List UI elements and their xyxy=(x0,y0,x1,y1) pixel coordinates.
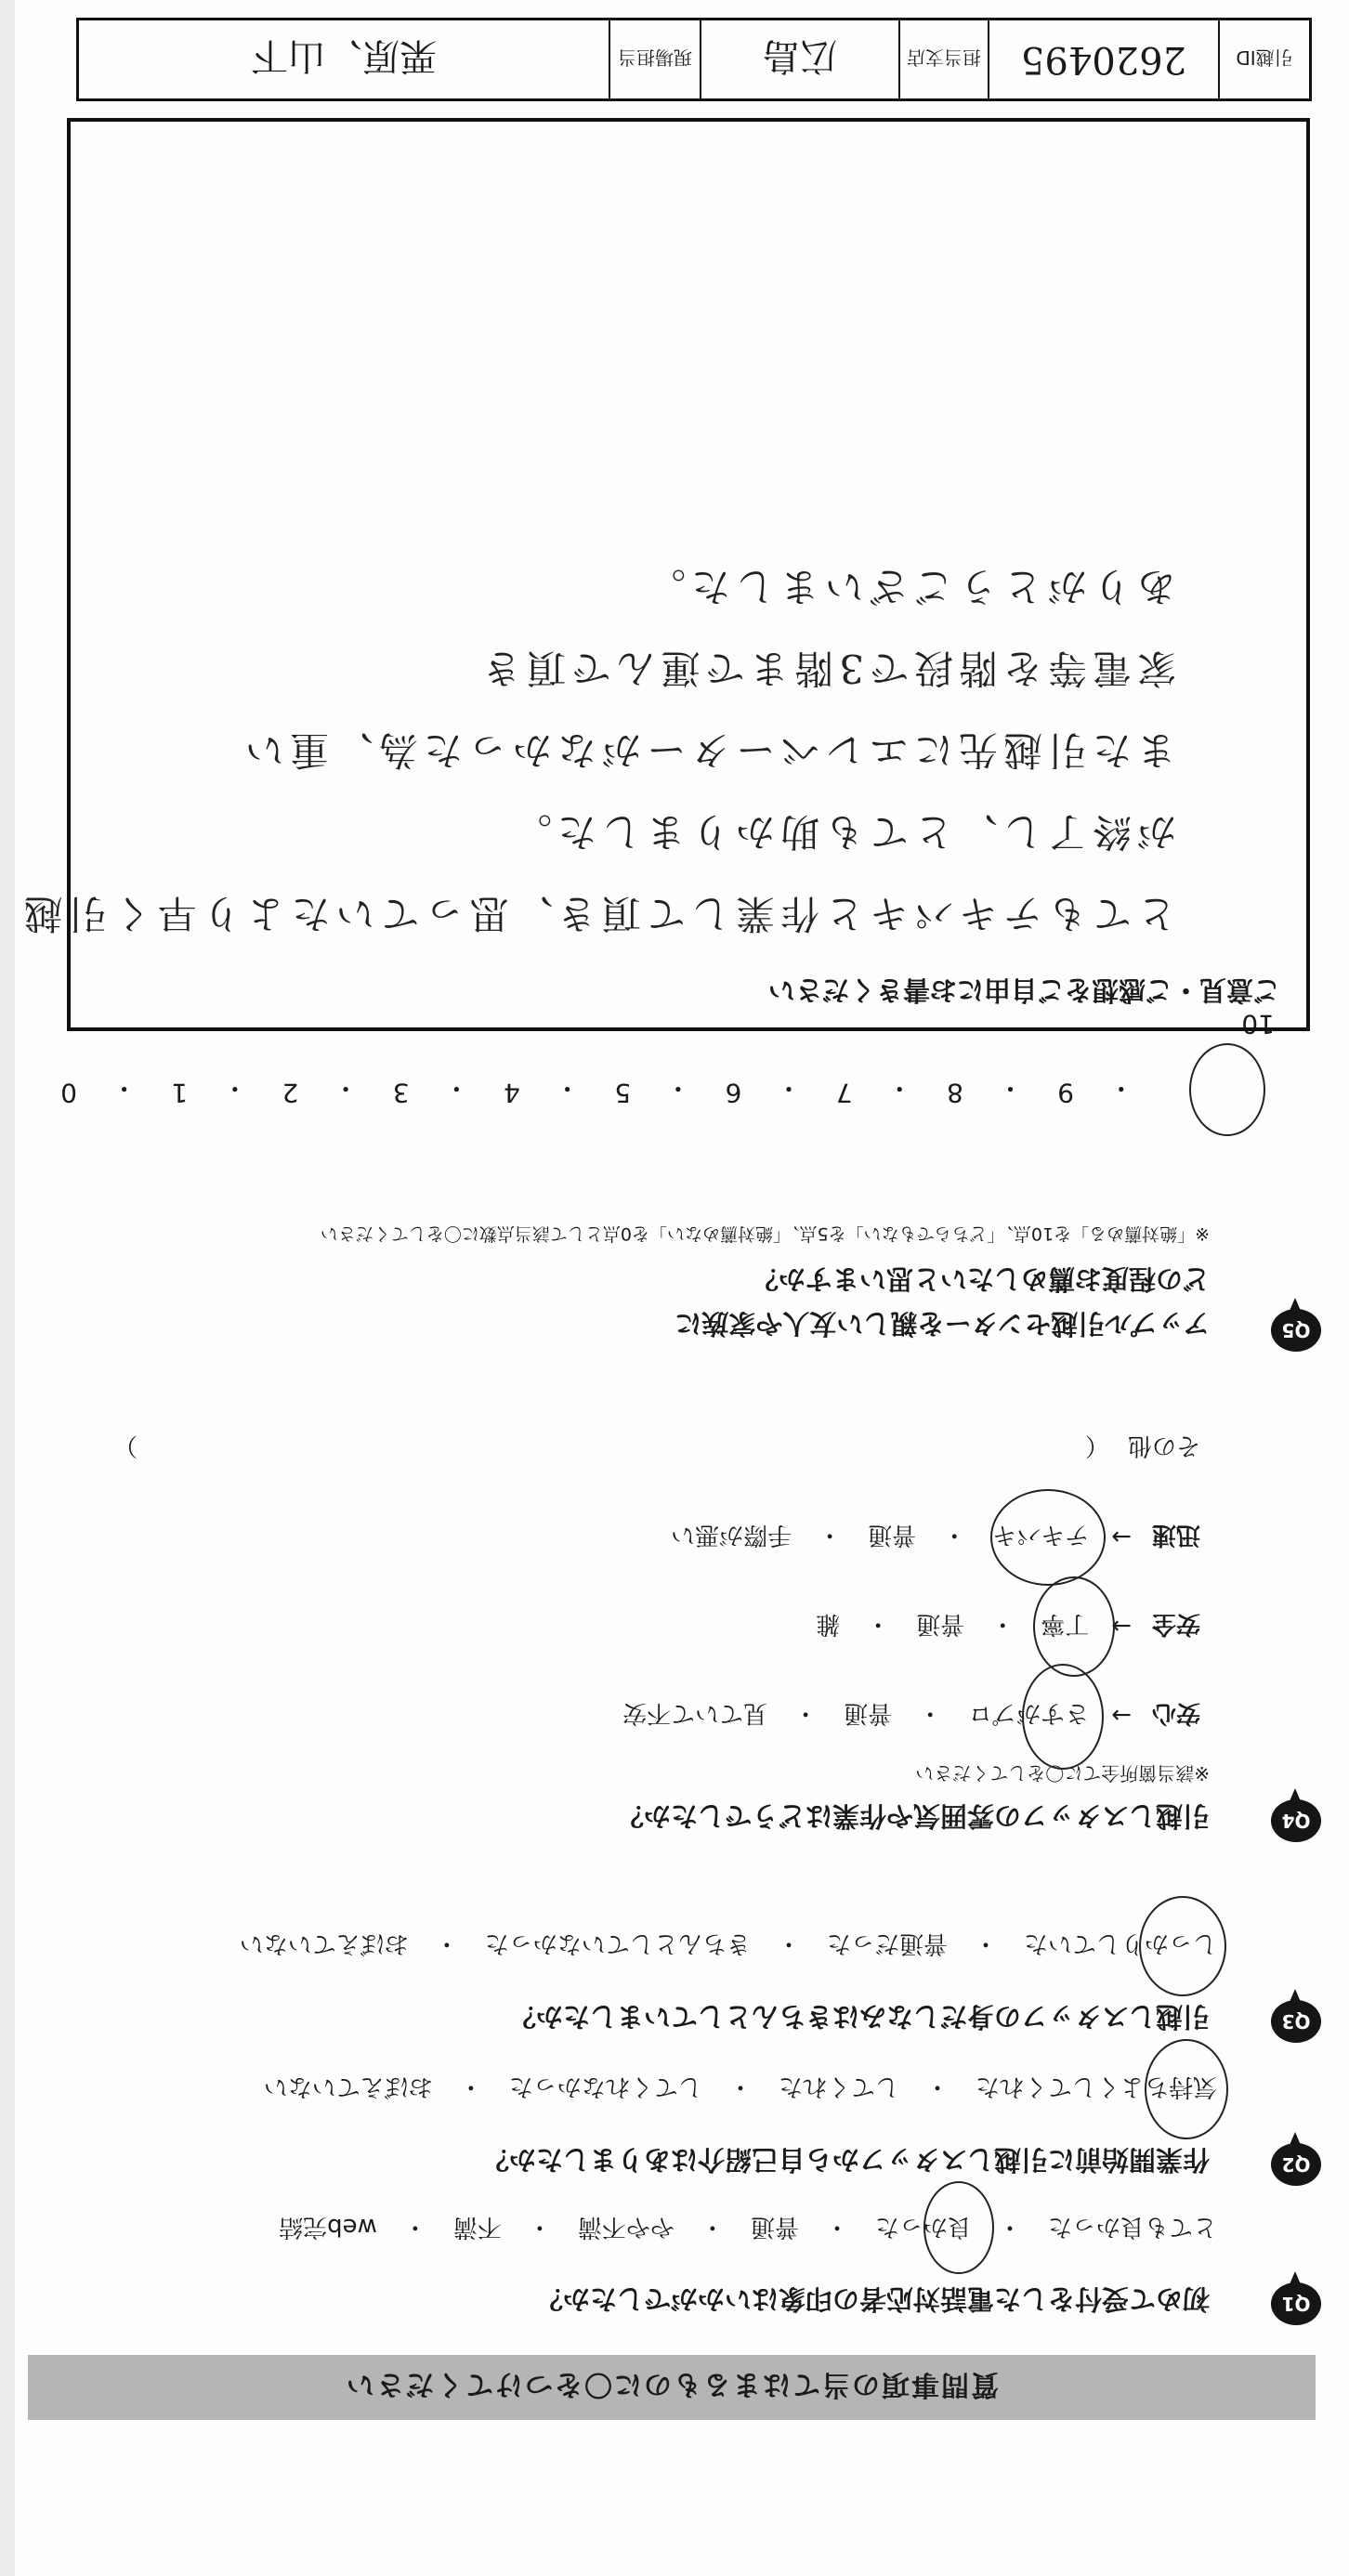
score-4[interactable]: 4 xyxy=(504,1078,520,1108)
staff-value: 栗原、山下 xyxy=(251,34,437,78)
score-3[interactable]: 3 xyxy=(392,1078,410,1108)
q3-question: 引越しスタッフの身だしなみはきちんとしていましたか？ xyxy=(508,2001,1210,2033)
q4-row-label: 安全 xyxy=(1151,1610,1200,1638)
q4-option-selected[interactable]: 丁寧 xyxy=(1039,1609,1091,1643)
q1-option-selected[interactable]: 良かった xyxy=(873,2212,974,2246)
q4-option-selected[interactable]: テキパキ xyxy=(990,1520,1091,1554)
q4-option[interactable]: 普通 xyxy=(844,1699,893,1727)
q4-other-label: その他 xyxy=(1127,1432,1200,1459)
q1-option[interactable]: とても良かった xyxy=(1047,2213,1217,2241)
q4-note: ※該当箇所全てに〇をしてください xyxy=(915,1762,1210,1785)
q3-option[interactable]: きちんとしていなかった xyxy=(484,1929,751,1957)
comment-line: 家電等を階段で3階まで運んで頂き xyxy=(477,646,1176,691)
score-6[interactable]: 6 xyxy=(725,1078,742,1108)
q4-question: 引越しスタッフの雰囲気や作業はどうでしたか？ xyxy=(616,1800,1210,1832)
q4-option[interactable]: 普通 xyxy=(916,1610,965,1638)
score-5[interactable]: 5 xyxy=(614,1078,632,1108)
q3-option-selected[interactable]: しっかりしていた xyxy=(1022,1929,1219,1963)
q1-option[interactable]: やや不満 xyxy=(577,2213,674,2241)
q5-note: ※「絶対薦める」を10点、「どちらでもない」を5点、「絶対薦めない」を0点として該当点数に〇をしてください xyxy=(320,1223,1210,1244)
q4-row-anzen: 安全 → 丁寧 ・ 普通 ・ 雑 xyxy=(814,1609,1200,1643)
q4-option[interactable]: 手際が悪い xyxy=(671,1521,792,1549)
paper-edge xyxy=(0,0,15,2576)
arrow-icon: → xyxy=(1111,1701,1132,1730)
q4-option[interactable]: 雑 xyxy=(816,1610,841,1638)
q1-badge: Q1 xyxy=(1271,2282,1321,2325)
q2-option[interactable]: してくれた xyxy=(778,2073,899,2100)
q4-row-jinsoku: 迅速 → テキパキ ・ 普通 ・ 手際が悪い xyxy=(669,1520,1200,1554)
q4-other: その他 （ ） xyxy=(113,1431,1200,1465)
q1-options: とても良かった ・ 良かった ・ 普通 ・ やや不満 ・ 不満 ・ web完結 xyxy=(277,2212,1219,2246)
header-table xyxy=(76,18,1312,101)
q1-option[interactable]: 普通 xyxy=(750,2213,799,2241)
arrow-icon: → xyxy=(1111,1612,1132,1641)
q5-badge: Q5 xyxy=(1271,1309,1321,1352)
q5-scale: 10 ・ 9 ・ 8 ・ 7 ・ 6 ・ 5 ・ 4 ・ 3 ・ 2 ・ 1 ・ 0 xyxy=(58,1009,1275,1108)
score-1[interactable]: 1 xyxy=(171,1078,189,1108)
q3-option[interactable]: おぼえていない xyxy=(239,1929,409,1957)
q4-option[interactable]: 見ていて不安 xyxy=(622,1699,768,1727)
q1-option[interactable]: web完結 xyxy=(279,2213,377,2241)
score-7[interactable]: 7 xyxy=(835,1078,853,1108)
comment-line: また引越先にエレベーターがなかった為、重い xyxy=(239,727,1176,773)
comment-title: ご意見・ご感想をご自由にお書きください xyxy=(767,974,1280,1006)
score-0[interactable]: 0 xyxy=(60,1078,77,1108)
q5-question-line2: どの程度お薦めしたいと思いますか？ xyxy=(751,1263,1210,1295)
q4-row-label: 迅速 xyxy=(1151,1521,1200,1549)
q2-option-selected[interactable]: 気持ちよくしてくれた xyxy=(974,2072,1219,2106)
q4-row-anshin: 安心 → さすがプロ ・ 普通 ・ 見ていて不安 xyxy=(621,1698,1200,1733)
q4-row-label: 安心 xyxy=(1151,1699,1200,1727)
q2-badge: Q2 xyxy=(1271,2143,1321,2186)
q2-option[interactable]: おぼえていない xyxy=(263,2073,433,2100)
arrow-icon: → xyxy=(1111,1523,1132,1551)
score-10[interactable]: 10 xyxy=(1165,1009,1275,1108)
q5-question-line1: アップル引越センターを親しい友人や家族に xyxy=(674,1308,1210,1340)
comment-box[interactable] xyxy=(18,118,1310,1031)
move-id-label: 引越ID xyxy=(1218,20,1309,98)
q3-options: しっかりしていた ・ 普通だった ・ きちんとしていなかった ・ おぼえていない xyxy=(238,1929,1219,1963)
instruction-banner: 質問事項の当てはまるものに〇をつけてください xyxy=(28,2355,1316,2420)
q4-option[interactable]: 普通 xyxy=(868,1521,917,1549)
branch-value: 広島 xyxy=(700,20,898,98)
branch-label: 担当支店 xyxy=(898,20,988,98)
move-id-value: 2620495 xyxy=(988,20,1218,98)
staff-label: 現場担当 xyxy=(609,20,700,98)
score-2[interactable]: 2 xyxy=(282,1078,299,1108)
q1-option[interactable]: 不満 xyxy=(452,2213,502,2241)
q2-question: 作業開始前に引越しスタッフから自己紹介はありましたか？ xyxy=(481,2144,1210,2176)
q4-option-selected[interactable]: さすがプロ xyxy=(966,1698,1091,1733)
q1-question: 初めて受付をした電話対応者の印象はいかがでしたか？ xyxy=(535,2283,1210,2315)
score-8[interactable]: 8 xyxy=(946,1078,963,1108)
comment-line: とてもテキパキと作業して頂き、思っていたより早く引越 xyxy=(18,891,1176,936)
q2-option[interactable]: してくれなかった xyxy=(508,2073,702,2100)
comment-line: ありがとうございました。 xyxy=(640,564,1176,609)
q4-badge: Q4 xyxy=(1271,1799,1321,1842)
score-9[interactable]: 9 xyxy=(1057,1078,1075,1108)
comment-line: が終了し、とても助かりました。 xyxy=(506,809,1176,855)
q2-options: 気持ちよくしてくれた ・ してくれた ・ してくれなかった ・ おぼえていない xyxy=(262,2072,1219,2106)
q3-badge: Q3 xyxy=(1271,2000,1321,2043)
q3-option[interactable]: 普通だった xyxy=(826,1929,948,1957)
